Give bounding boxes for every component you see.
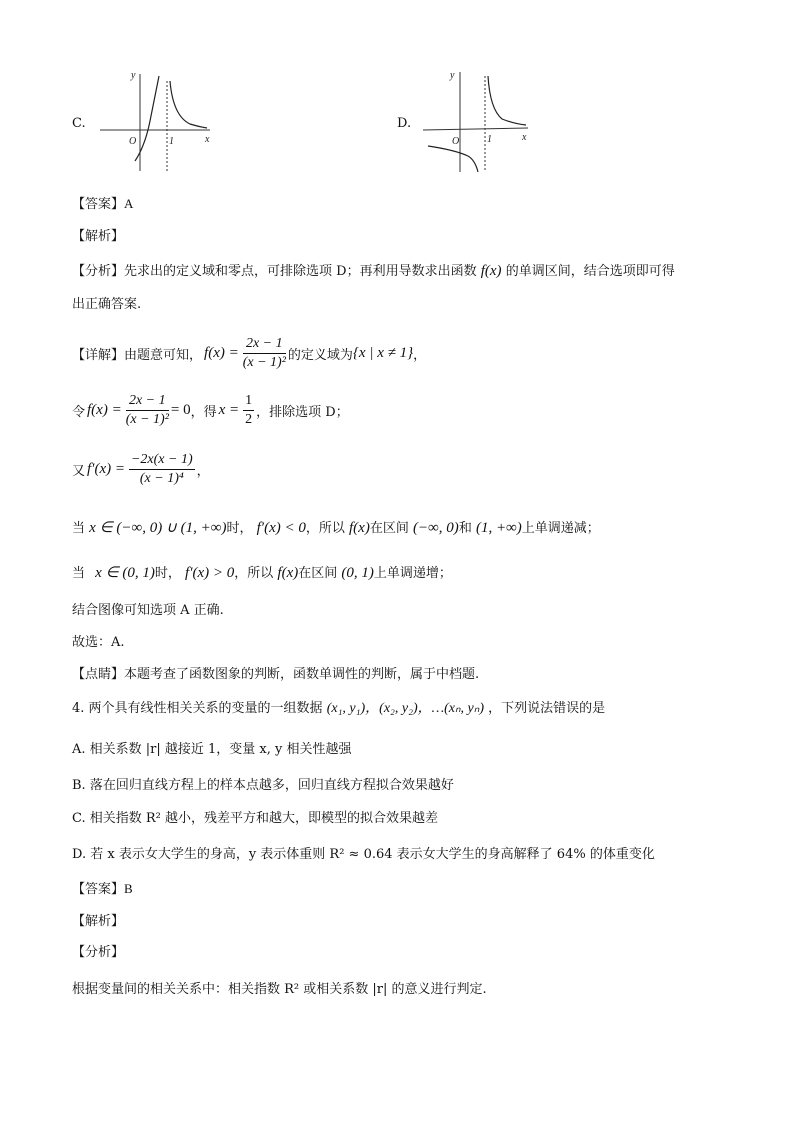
q3-xiangjie: 【详解】 由题意可知， f(x) = $\frac{2x - 1}{\text{(x − 1)²}}$ 的定义域为 {x | x ≠ 1} ，	[72, 335, 427, 370]
q4-answer: 【答案】B	[72, 881, 133, 897]
graph-d	[420, 64, 535, 176]
q4-body: 根据变量间的相关关系中：相关指数 R² 或相关系数 |r| 的意义进行判定.	[72, 982, 487, 997]
q3-zero: 令 f(x) = $\frac{2x - 1}{\text{(x − 1)²}}$ = 0 ，得 x = $\frac{1}{2}$ ，排除选项 D；	[72, 392, 349, 427]
graph-d-left-branch	[428, 146, 478, 172]
graph-d-y-label: y	[450, 70, 455, 81]
q3-dianjing: 【点睛】本题考查了函数图象的判断，函数单调性的判断，属于中档题.	[72, 667, 480, 682]
option-d-label: D.	[397, 116, 412, 131]
graph-d-one: 1	[487, 134, 492, 145]
q3-guxuan: 故选：A.	[72, 635, 125, 650]
q4-jiexi: 【解析】	[72, 914, 125, 929]
graph-c-origin: O	[129, 136, 137, 147]
q4-option-d: D. 若 x 表示女大学生的身高，y 表示体重则 R² ≈ 0.64 表示女大学生的身高解释了 64% 的体重变化	[72, 847, 655, 862]
graph-d-right-branch	[488, 76, 526, 125]
q3-jiexi: 【解析】	[72, 229, 125, 244]
graph-d-x-axis	[423, 128, 528, 130]
q4-fenxi: 【分析】	[72, 945, 125, 960]
q4-option-b: B. 落在回归直线方程上的样本点越多，回归直线方程拟合效果越好	[72, 778, 454, 793]
graph-c-left-branch	[135, 76, 159, 161]
q4-option-a: A. 相关系数 |r| 越接近 1，变量 x, y 相关性越强	[72, 742, 352, 757]
q3-derivative: 又 f′(x) = $\frac{-2x(x - 1)}{\text{(x − 1)⁴}}$ ，	[72, 451, 210, 486]
q3-fenxi-line2: 出正确答案.	[72, 297, 142, 312]
graph-c-y-label: y	[131, 70, 136, 81]
q4-stem: 4. 两个具有线性相关关系的变量的一组数据 (x₁, y₁)，(x₂, y₂)，…(xₙ, yₙ) ，下列说法错误的是	[72, 701, 606, 716]
graph-d-x-label: x	[522, 132, 527, 143]
q4-option-c: C. 相关指数 R² 越小，残差平方和越大，即模型的拟合效果越差	[72, 811, 439, 826]
graph-c-one: 1	[169, 136, 174, 147]
graph-d-origin: O	[452, 136, 460, 147]
option-c-label: C.	[72, 116, 86, 131]
q3-answer: 【答案】A	[72, 196, 134, 212]
graph-c	[95, 66, 215, 176]
graph-c-x-label: x	[205, 134, 210, 145]
q3-combine: 结合图像可知选项 A 正确.	[72, 603, 224, 618]
q3-decreasing: 当 x ∈ (−∞, 0) ∪ (1, +∞)时， f′(x) < 0，所以 f(x)在区间 (−∞, 0)和 (1, +∞)上单调递减；	[72, 520, 600, 536]
q3-increasing: 当 x ∈ (0, 1)时， f′(x) > 0，所以 f(x)在区间 (0, 1)上单调递增；	[72, 565, 452, 581]
graph-c-right-branch	[170, 81, 207, 128]
q3-fenxi: 【分析】先求出的定义域和零点，可排除选项 D；再利用导数求出函数 f(x) 的单调区间，结合选项即可得	[72, 263, 675, 279]
